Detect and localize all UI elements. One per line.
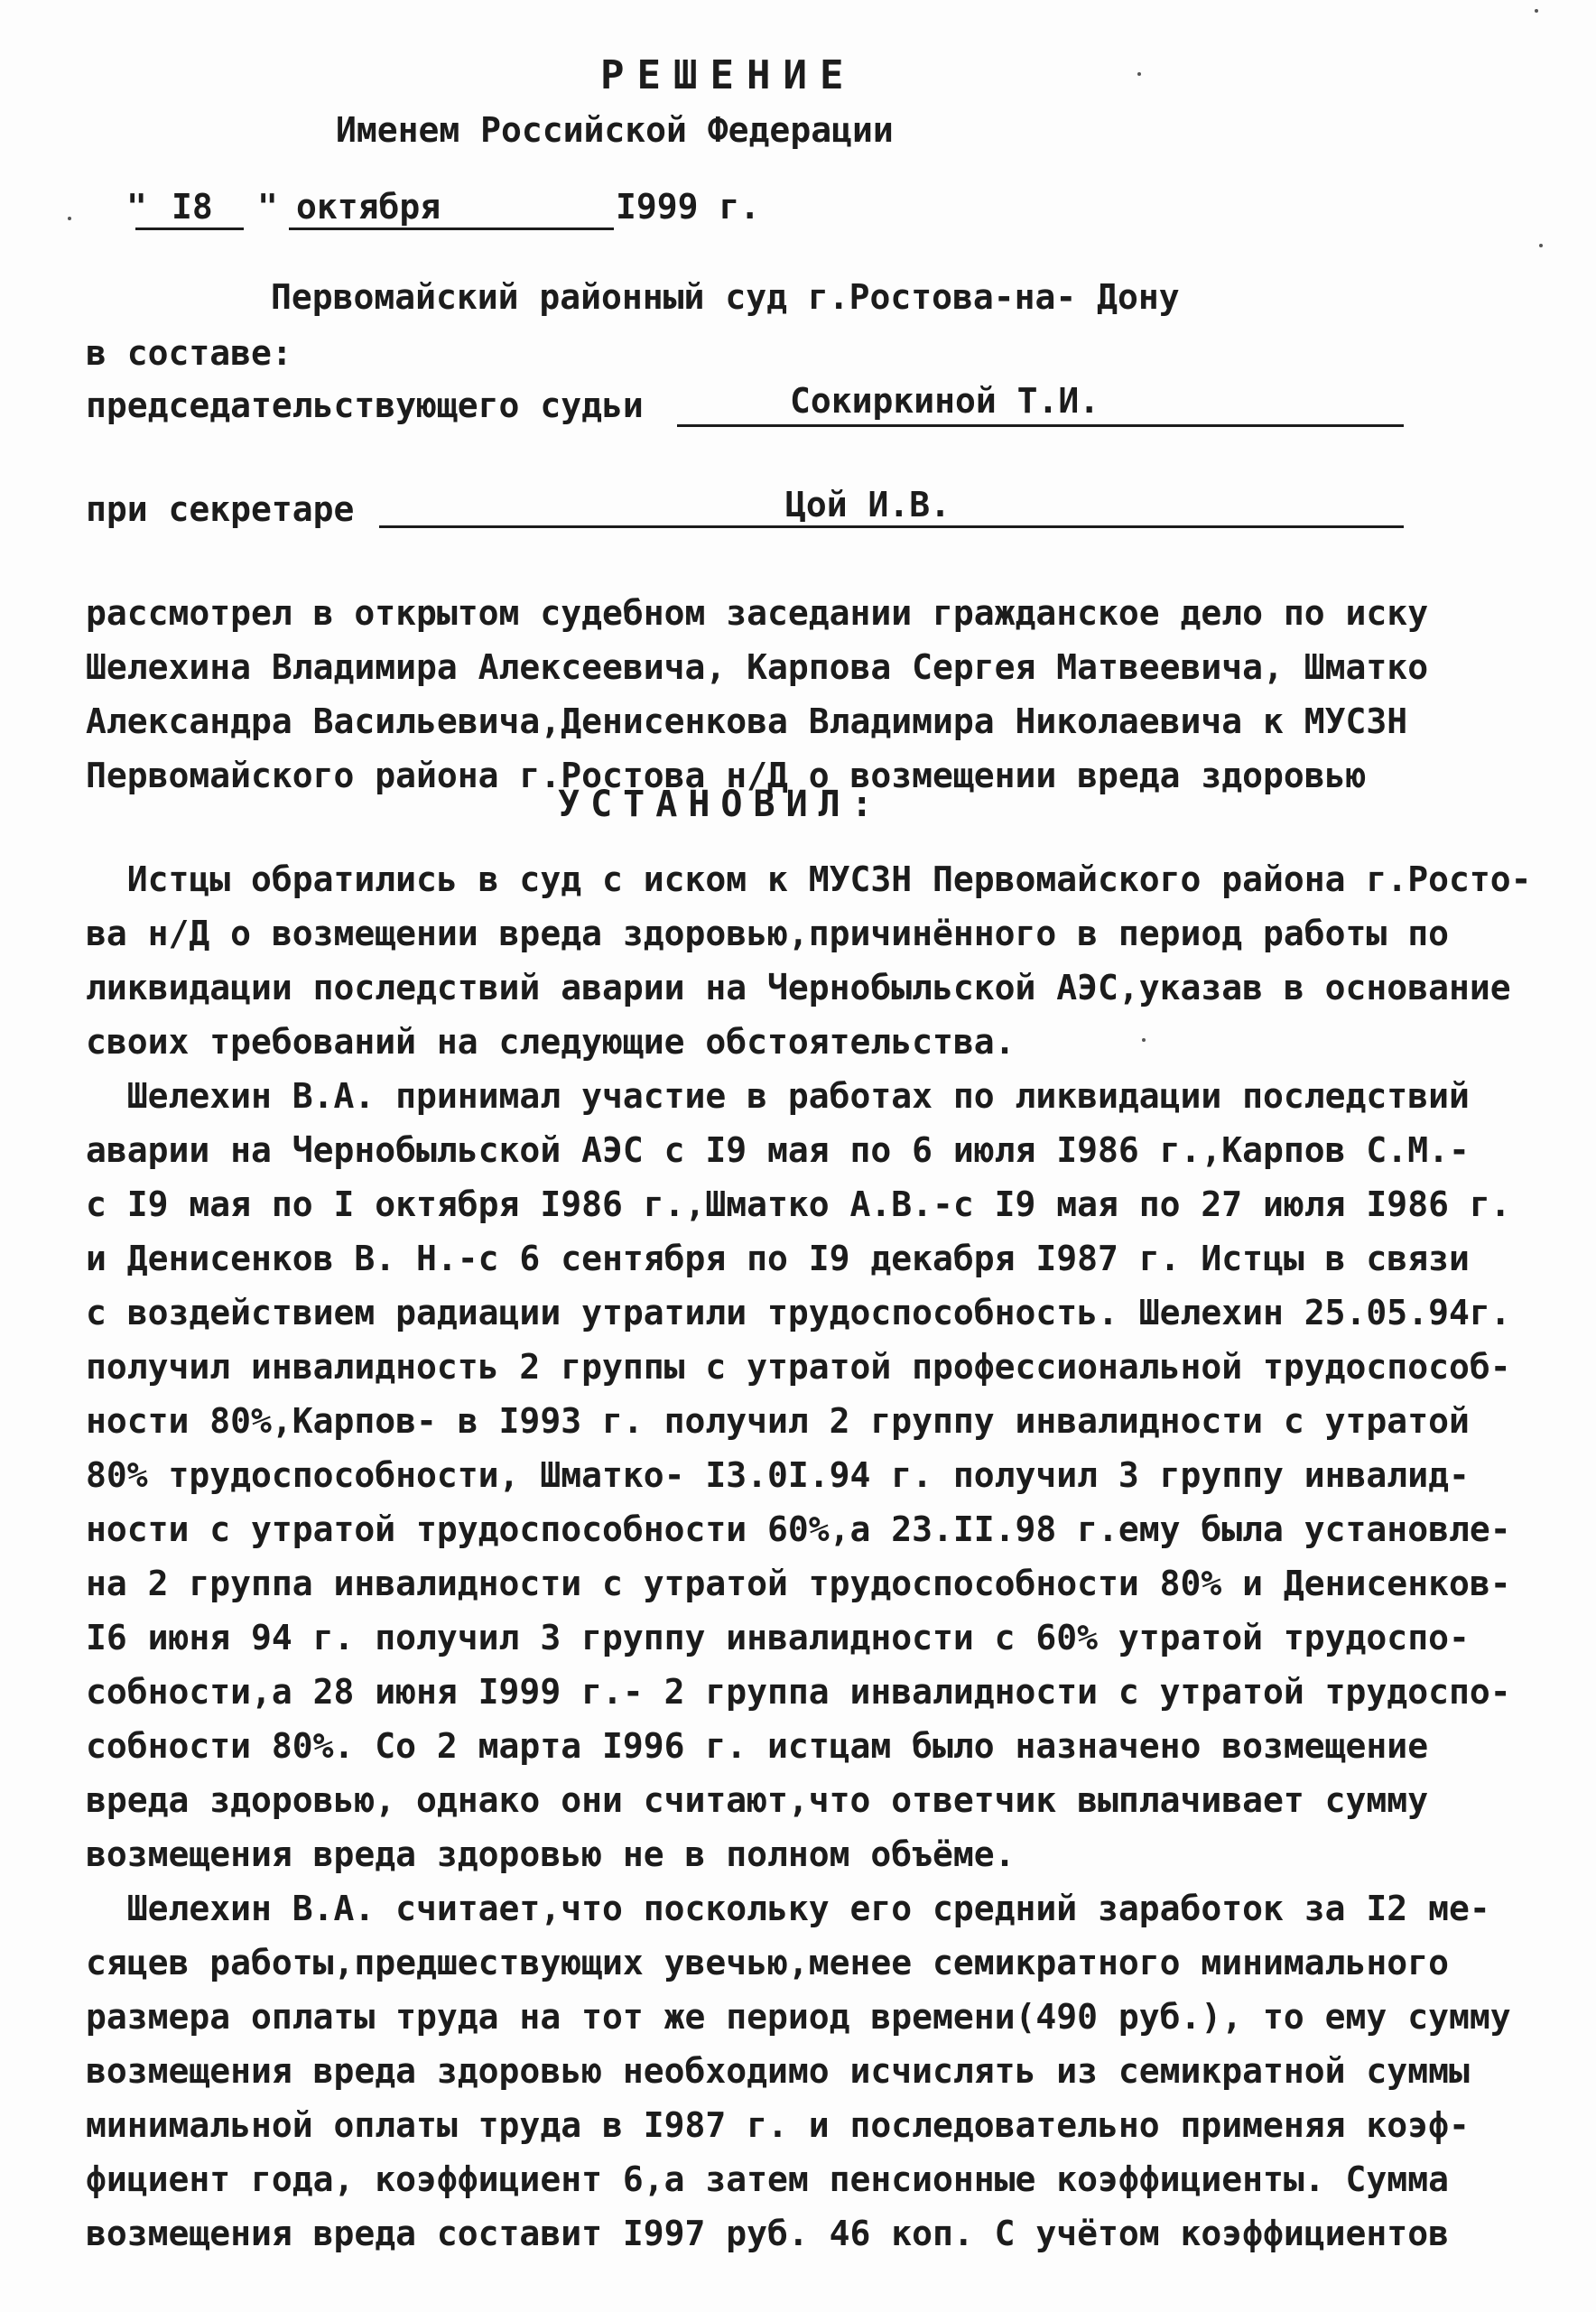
judge-underline xyxy=(677,424,1404,427)
body-line: сяцев работы,предшествующих увечью,менее семикратного минимального xyxy=(86,1943,1449,1982)
scan-speck xyxy=(1142,1038,1146,1042)
body-line: и Денисенков В. Н.-с 6 сентября по I9 декабря I987 г. Истцы в связи xyxy=(86,1239,1470,1278)
judge-name: Сокиркиной Т.И. xyxy=(790,381,1100,421)
secretary-label: при секретаре xyxy=(86,489,355,529)
secretary-name: Цой И.В. xyxy=(785,485,951,525)
body-line: собности,а 28 июня I999 г.- 2 группа инвалидности с утратой трудоспо- xyxy=(86,1672,1511,1712)
date-month-underline xyxy=(289,227,614,230)
scan-speck xyxy=(1535,9,1538,13)
scan-speck xyxy=(1137,72,1141,76)
document-subtitle: Именем Российской Федерации xyxy=(336,110,894,150)
body-line: получил инвалидность 2 группы с утратой профессиональной трудоспособ- xyxy=(86,1347,1511,1387)
intro-line: Первомайского района г.Ростова н/Д о возмещении вреда здоровью xyxy=(86,756,1367,795)
intro-line: Шелехина Владимира Алексеевича, Карпова Сергея Матвеевича, Шматко xyxy=(86,647,1429,687)
date-month: октября xyxy=(296,187,441,227)
secretary-underline xyxy=(379,525,1404,528)
court-name: Первомайский районный суд г.Ростова-на- Дону xyxy=(271,277,1180,317)
date-close-quote: " xyxy=(257,187,278,227)
body-line: 80% трудоспособности, Шматко- I3.0I.94 г. получил 3 группу инвалид- xyxy=(86,1455,1470,1495)
judge-label: председательствующего судьи xyxy=(86,385,644,425)
body-line: на 2 группа инвалидности с утратой трудоспособности 80% и Денисенков- xyxy=(86,1564,1511,1603)
body-line: I6 июня 94 г. получил 3 группу инвалидности с 60% утратой трудоспо- xyxy=(86,1618,1470,1657)
body-line: ва н/Д о возмещении вреда здоровью,причинённого в период работы по xyxy=(86,914,1449,953)
body-line: с I9 мая по I октября I986 г.,Шматко А.В.-с I9 мая по 27 июля I986 г. xyxy=(86,1184,1511,1224)
body-line: возмещения вреда здоровью не в полном объёме. xyxy=(86,1834,1016,1874)
section-heading: УСТАНОВИЛ: xyxy=(558,784,884,825)
date-year: I999 г. xyxy=(616,187,761,227)
body-line: возмещения вреда здоровью необходимо исчислять из семикратной суммы xyxy=(86,2051,1470,2091)
date-day-underline xyxy=(135,227,244,230)
body-line: с воздействием радиации утратили трудоспособность. Шелехин 25.05.94г. xyxy=(86,1293,1511,1332)
body-line: вреда здоровью, однако они считают,что ответчик выплачивает сумму xyxy=(86,1780,1429,1820)
scan-speck xyxy=(1539,244,1543,247)
date-open-quote: " xyxy=(126,187,147,227)
body-line: Истцы обратились в суд с иском к МУСЗН Первомайского района г.Росто- xyxy=(86,859,1532,899)
body-line: размера оплаты труда на тот же период времени(490 руб.), то ему сумму xyxy=(86,1997,1511,2037)
body-line: Шелехин В.А. считает,что поскольку его средний заработок за I2 ме- xyxy=(86,1889,1490,1928)
body-line: возмещения вреда составит I997 руб. 46 коп. С учётом коэффициентов xyxy=(86,2214,1449,2253)
body-line: ности с утратой трудоспособности 60%,а 23.II.98 г.ему была установле- xyxy=(86,1509,1511,1549)
body-line: собности 80%. Со 2 марта I996 г. истцам было назначено возмещение xyxy=(86,1726,1429,1766)
body-line: Шелехин В.А. принимал участие в работах по ликвидации последствий xyxy=(86,1076,1470,1116)
body-line: минимальной оплаты труда в I987 г. и последовательно применяя коэф- xyxy=(86,2105,1470,2145)
intro-line: Александра Васильевича,Денисенкова Владимира Николаевича к МУСЗН xyxy=(86,701,1408,741)
composition-label: в составе: xyxy=(86,333,292,373)
body-line: аварии на Чернобыльской АЭС с I9 мая по 6 июля I986 г.,Карпов С.М.- xyxy=(86,1130,1470,1170)
intro-line: рассмотрел в открытом судебном заседании гражданское дело по иску xyxy=(86,593,1429,633)
body-line: ликвидации последствий аварии на Чернобыльской АЭС,указав в основание xyxy=(86,968,1511,1007)
scan-speck xyxy=(68,217,71,220)
body-line: фициент года, коэффициент 6,а затем пенсионные коэффициенты. Сумма xyxy=(86,2159,1449,2199)
body-line: ности 80%,Карпов- в I993 г. получил 2 группу инвалидности с утратой xyxy=(86,1401,1470,1441)
date-day: I8 xyxy=(172,187,213,227)
document-title: РЕШЕНИЕ xyxy=(600,52,857,98)
body-line: своих требований на следующие обстоятельства. xyxy=(86,1022,1016,1062)
